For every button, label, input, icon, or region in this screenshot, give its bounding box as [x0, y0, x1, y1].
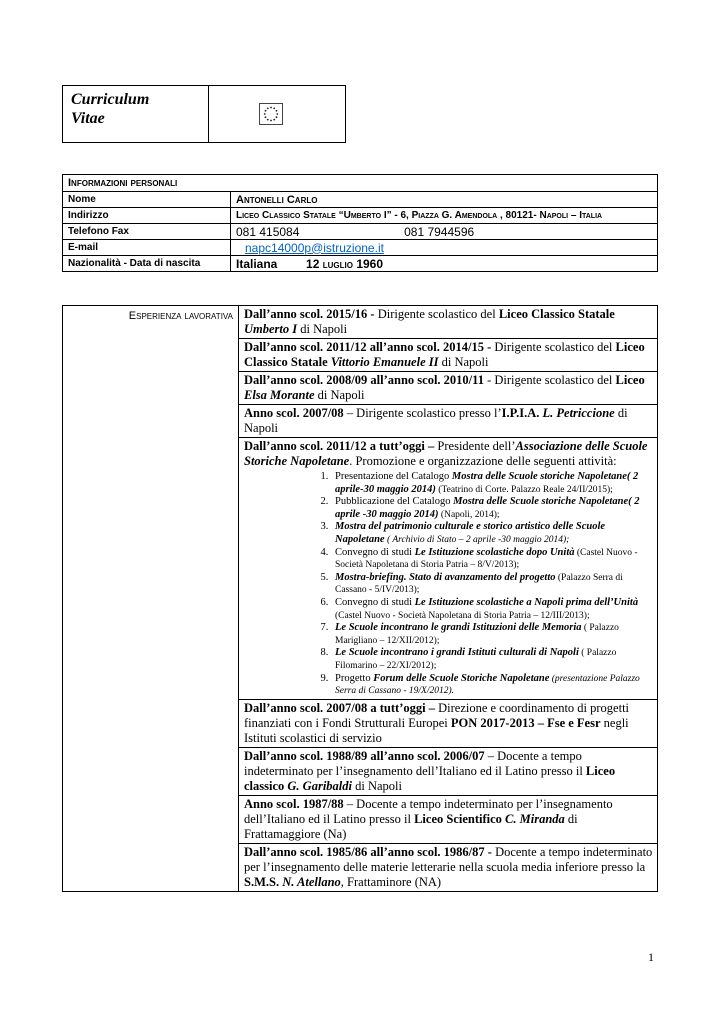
entry-2-text: Dirigente scolastico del	[491, 340, 616, 354]
entry-3-period: Dall’anno scol. 2008/09 all’anno scol. 2010/11	[244, 373, 484, 387]
birth-year: 1960	[356, 256, 384, 271]
entry-2-school-name: Vittorio Emanuele II	[330, 355, 439, 369]
list-item: 6. Convegno di studi Le Istituzione scolastiche a Napoli prima dell’Unità (Castel Nuovo - Società Napoletana di Storia Patria – 12/III/2013);	[331, 597, 653, 622]
personal-info-table	[62, 174, 658, 272]
entry-1-period: Dall’anno scol. 2015/16 -	[244, 307, 375, 321]
experience-entry-5	[239, 438, 658, 700]
list-item: 4. Convegno di studi Le Istituzione scolastiche dopo Unità (Castel Nuovo - Società Napoletana di Storia Patria – 8/V/2013);	[331, 547, 653, 572]
entry-1-city: di Napoli	[297, 322, 348, 336]
entry-8-school-name: C. Miranda	[505, 811, 565, 826]
list-item: 5. Mostra-briefing. Stato di avanzamento del progetto (Palazzo Serra di Cassano - 5/IV/2013);	[331, 572, 653, 597]
nationality-value: Italiana	[236, 256, 278, 271]
entry-8-city: di Frattamaggiore (Na)	[244, 811, 578, 841]
entry-5-description: . Promozione e organizzazione delle seguenti attività:	[349, 454, 617, 468]
entry-7-text: – Docente a tempo indeterminato per l’insegnamento dell’Italiano ed il Latino presso il	[244, 748, 586, 778]
list-item: 2. Pubblicazione del Catalogo Mostra delle Scuole storiche Napoletane( 2 aprile -30 maggio 2014) (Napoli, 2014);	[331, 496, 653, 521]
entry-6-program: PON 2017-2013 – Fse e Fesr	[450, 715, 601, 730]
work-experience-label: Esperienza lavorativa	[128, 310, 233, 322]
entry-2-city: di Napoli	[438, 355, 489, 369]
list-item: 8. Le Scuole incontrano i grandi Istituti culturali di Napoli ( Palazzo Filomarino – 22/XI/2012);	[331, 647, 653, 672]
entry-1-school: Liceo Classico Statale	[498, 307, 615, 321]
entry-6-text: Direzione e coordinamento di progetti finanziati con i Fondi Strutturali Europei	[244, 700, 630, 730]
entry-5-period: Dall’anno scol. 2011/12 a tutt’oggi –	[244, 439, 435, 453]
name-row	[63, 192, 658, 208]
birth-day: 12	[306, 256, 320, 271]
phone-label: Telefono Fax	[63, 224, 231, 240]
entry-4-school-name: L. Petriccione	[542, 406, 615, 420]
entry-5-text: Presidente dell’	[434, 439, 516, 453]
cv-title-line2: Vitae	[71, 110, 105, 127]
address-value: Liceo Classico Statale “Umberto I” - 6, Piazza G. Amendola , 80121- Napoli – Italia	[236, 210, 603, 221]
entry-4-city: di Napoli	[244, 406, 628, 435]
entry-7-school-name: G. Garibaldi	[287, 778, 352, 793]
cv-title-box	[62, 85, 346, 143]
entry-3-school-name: Elsa Morante	[244, 388, 315, 402]
page-number: 1	[648, 950, 654, 964]
cv-title	[71, 90, 206, 128]
experience-entry-2	[239, 339, 658, 372]
entry-2-school: Liceo Classico Statale	[244, 340, 645, 369]
entry-1-school-name: Umberto I	[244, 322, 298, 336]
experience-entry-7	[239, 747, 658, 795]
entry-9-school-name: N. Atellano	[282, 874, 341, 889]
nationality-label: Nazionalità - Data di nascita	[63, 256, 231, 272]
address-label: Indirizzo	[63, 208, 231, 224]
experience-entry-9	[239, 843, 658, 891]
cv-title-line1: Curriculum	[71, 91, 150, 108]
entry-9-text: Docente a tempo indeterminato per l’insegnamento delle materie letterarie nella scuola media inferiore presso la	[244, 844, 653, 874]
entry-2-period: Dall’anno scol. 2011/12 all’anno scol. 2014/15 -	[244, 340, 492, 354]
work-experience-label-cell	[63, 306, 239, 892]
entry-1-text: Dirigente scolastico del	[374, 307, 499, 321]
nationality-row	[63, 256, 658, 272]
personal-info-header-row	[63, 175, 658, 192]
address-row	[63, 208, 658, 224]
experience-entry-8	[239, 795, 658, 843]
email-link[interactable]: napc14000p@istruzione.it	[245, 240, 384, 255]
work-experience-table	[62, 305, 658, 892]
phone-row	[63, 224, 658, 240]
email-label: E-mail	[63, 240, 231, 256]
experience-entry-6	[239, 699, 658, 747]
entry-4-period: Anno scol. 2007/08	[244, 406, 344, 420]
experience-row-1	[63, 306, 658, 339]
entry-6-period: Dall’anno scol. 2007/08 a tutt’oggi –	[244, 700, 435, 715]
email-row	[63, 240, 658, 256]
entry-7-school: Liceo classico	[244, 763, 616, 793]
entry-9-school: S.M.S.	[244, 874, 283, 889]
phone-value: 081 415084	[236, 224, 300, 239]
personal-info-header: Informazioni personali	[68, 177, 178, 189]
entry-4-school: I.P.I.A.	[501, 406, 543, 420]
list-item: 9. Progetto Forum delle Scuole Storiche Napoletane (presentazione Palazzo Serra di Cassano - 19/X/2012).	[331, 673, 653, 698]
entry-6-tail: negli Istituti scolastici di servizio	[244, 715, 629, 745]
list-item: 7. Le Scuole incontrano le grandi Istituzioni delle Memoria ( Palazzo Marigliano – 12/XII/2012);	[331, 622, 653, 647]
experience-entry-1	[239, 306, 658, 339]
entry-3-text: - Dirigente scolastico del	[483, 373, 616, 387]
entry-9-period: Dall’anno scol. 1985/86 all’anno scol. 1986/87 -	[244, 844, 492, 859]
entry-8-period: Anno scol. 1987/88	[244, 796, 344, 811]
entry-3-city: di Napoli	[314, 388, 365, 402]
eu-flag-icon	[259, 103, 283, 125]
entry-8-school: Liceo Scientifico	[414, 811, 506, 826]
entry-9-city: , Frattaminore (NA)	[340, 874, 442, 889]
activities-list	[244, 471, 653, 698]
list-item: 1. Presentazione del Catalogo Mostra delle Scuole storiche Napoletane( 2 aprile-30 maggio 2014) (Teatrino di Corte. Palazzo Reale 24/II/2015);	[331, 471, 653, 496]
entry-5-association: Associazione delle Scuole Storiche Napoletane	[244, 439, 648, 468]
title-divider	[208, 86, 209, 142]
entry-7-city: di Napoli	[352, 778, 402, 793]
name-value: Antonelli Carlo	[236, 193, 318, 206]
list-item: 3. Mostra del patrimonio culturale e storico artistico delle Scuole Napoletane ( Archivio di Stato – 2 aprile -30 maggio 2014);	[331, 521, 653, 546]
experience-entry-3	[239, 372, 658, 405]
birth-month: luglio	[322, 258, 353, 271]
experience-entry-4	[239, 405, 658, 438]
entry-8-text: – Docente a tempo indeterminato per l’insegnamento dell’Italiano ed il Latino presso il	[244, 796, 613, 826]
entry-4-text: – Dirigente scolastico presso l’	[343, 406, 502, 420]
fax-value: 081 7944596	[404, 224, 475, 239]
entry-3-school: Liceo	[615, 373, 645, 387]
name-label: Nome	[63, 192, 231, 208]
entry-7-period: Dall’anno scol. 1988/89 all’anno scol. 2006/07	[244, 748, 485, 763]
